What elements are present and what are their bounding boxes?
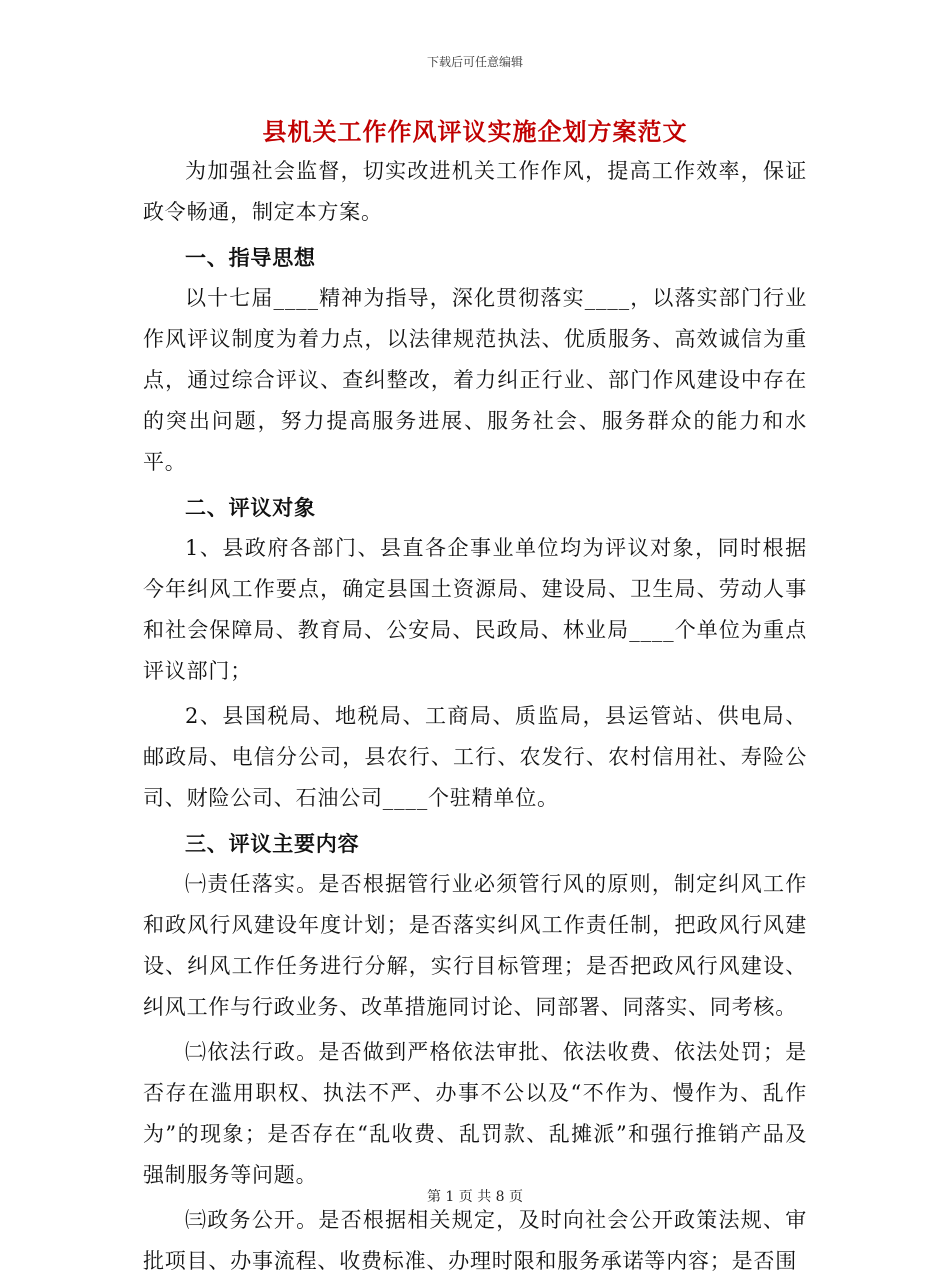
- section-paragraph: 2、县国税局、地税局、工商局、质监局，县运管站、供电局、邮政局、电信分公司，县农行、工行、农发行、农村信用社、寿险公司、财险公司、石油公司____个驻精单位。: [143, 704, 807, 810]
- section-paragraph: ㈠责任落实。是否根据管行业必须管行风的原则，制定纠风工作和政风行风建设年度计划；是否落实纠风工作责任制，把政风行风建设、纠风工作任务进行分解，实行目标管理；是否把政风行风建设、纠风工作与行政业务、改革措施同讨论、同部署、同落实、同考核。: [143, 872, 807, 1019]
- section-paragraph: ㈢政务公开。是否根据相关规定，及时向社会公开政策法规、审批项目、办事流程、收费标准、办理时限和服务承诺等内容；是否围: [143, 1208, 807, 1273]
- document-title: 县机关工作作风评议实施企划方案范文: [262, 117, 688, 146]
- document-body: [143, 151, 807, 1282]
- section-heading-guiding-ideology: 一、指导思想: [185, 245, 316, 270]
- page-number-footer: 第 1 页 共 8 页: [426, 1189, 524, 1205]
- intro-paragraph: 为加强社会监督，切实改进机关工作作风，提高工作效率，保证政令畅通，制定本方案。: [143, 159, 807, 224]
- section-heading-evaluation-content: 三、评议主要内容: [185, 831, 360, 856]
- section-heading-evaluation-targets: 二、评议对象: [185, 495, 316, 520]
- section-paragraph: 1、县政府各部门、县直各企事业单位均为评议对象，同时根据今年纠风工作要点，确定县国土资源局、建设局、卫生局、劳动人事和社会保障局、教育局、公安局、民政局、林业局____个单位为重点评议部门；: [143, 536, 807, 683]
- section-paragraph: 以十七届____精神为指导，深化贯彻落实____，以落实部门行业作风评议制度为着力点，以法律规范执法、优质服务、高效诚信为重点，通过综合评议、查纠整改，着力纠正行业、部门作风建设中存在的突出问题，努力提高服务进展、服务社会、服务群众的能力和水平。: [143, 286, 807, 474]
- page-header-note: 下载后可任意编辑: [426, 55, 523, 69]
- section-paragraph: ㈡依法行政。是否做到严格依法审批、依法收费、依法处罚；是否存在滥用职权、执法不严、办事不公以及“不作为、慢作为、乱作为”的现象；是否存在“乱收费、乱罚款、乱摊派”和强行推销产品及强制服务等问题。: [143, 1040, 807, 1187]
